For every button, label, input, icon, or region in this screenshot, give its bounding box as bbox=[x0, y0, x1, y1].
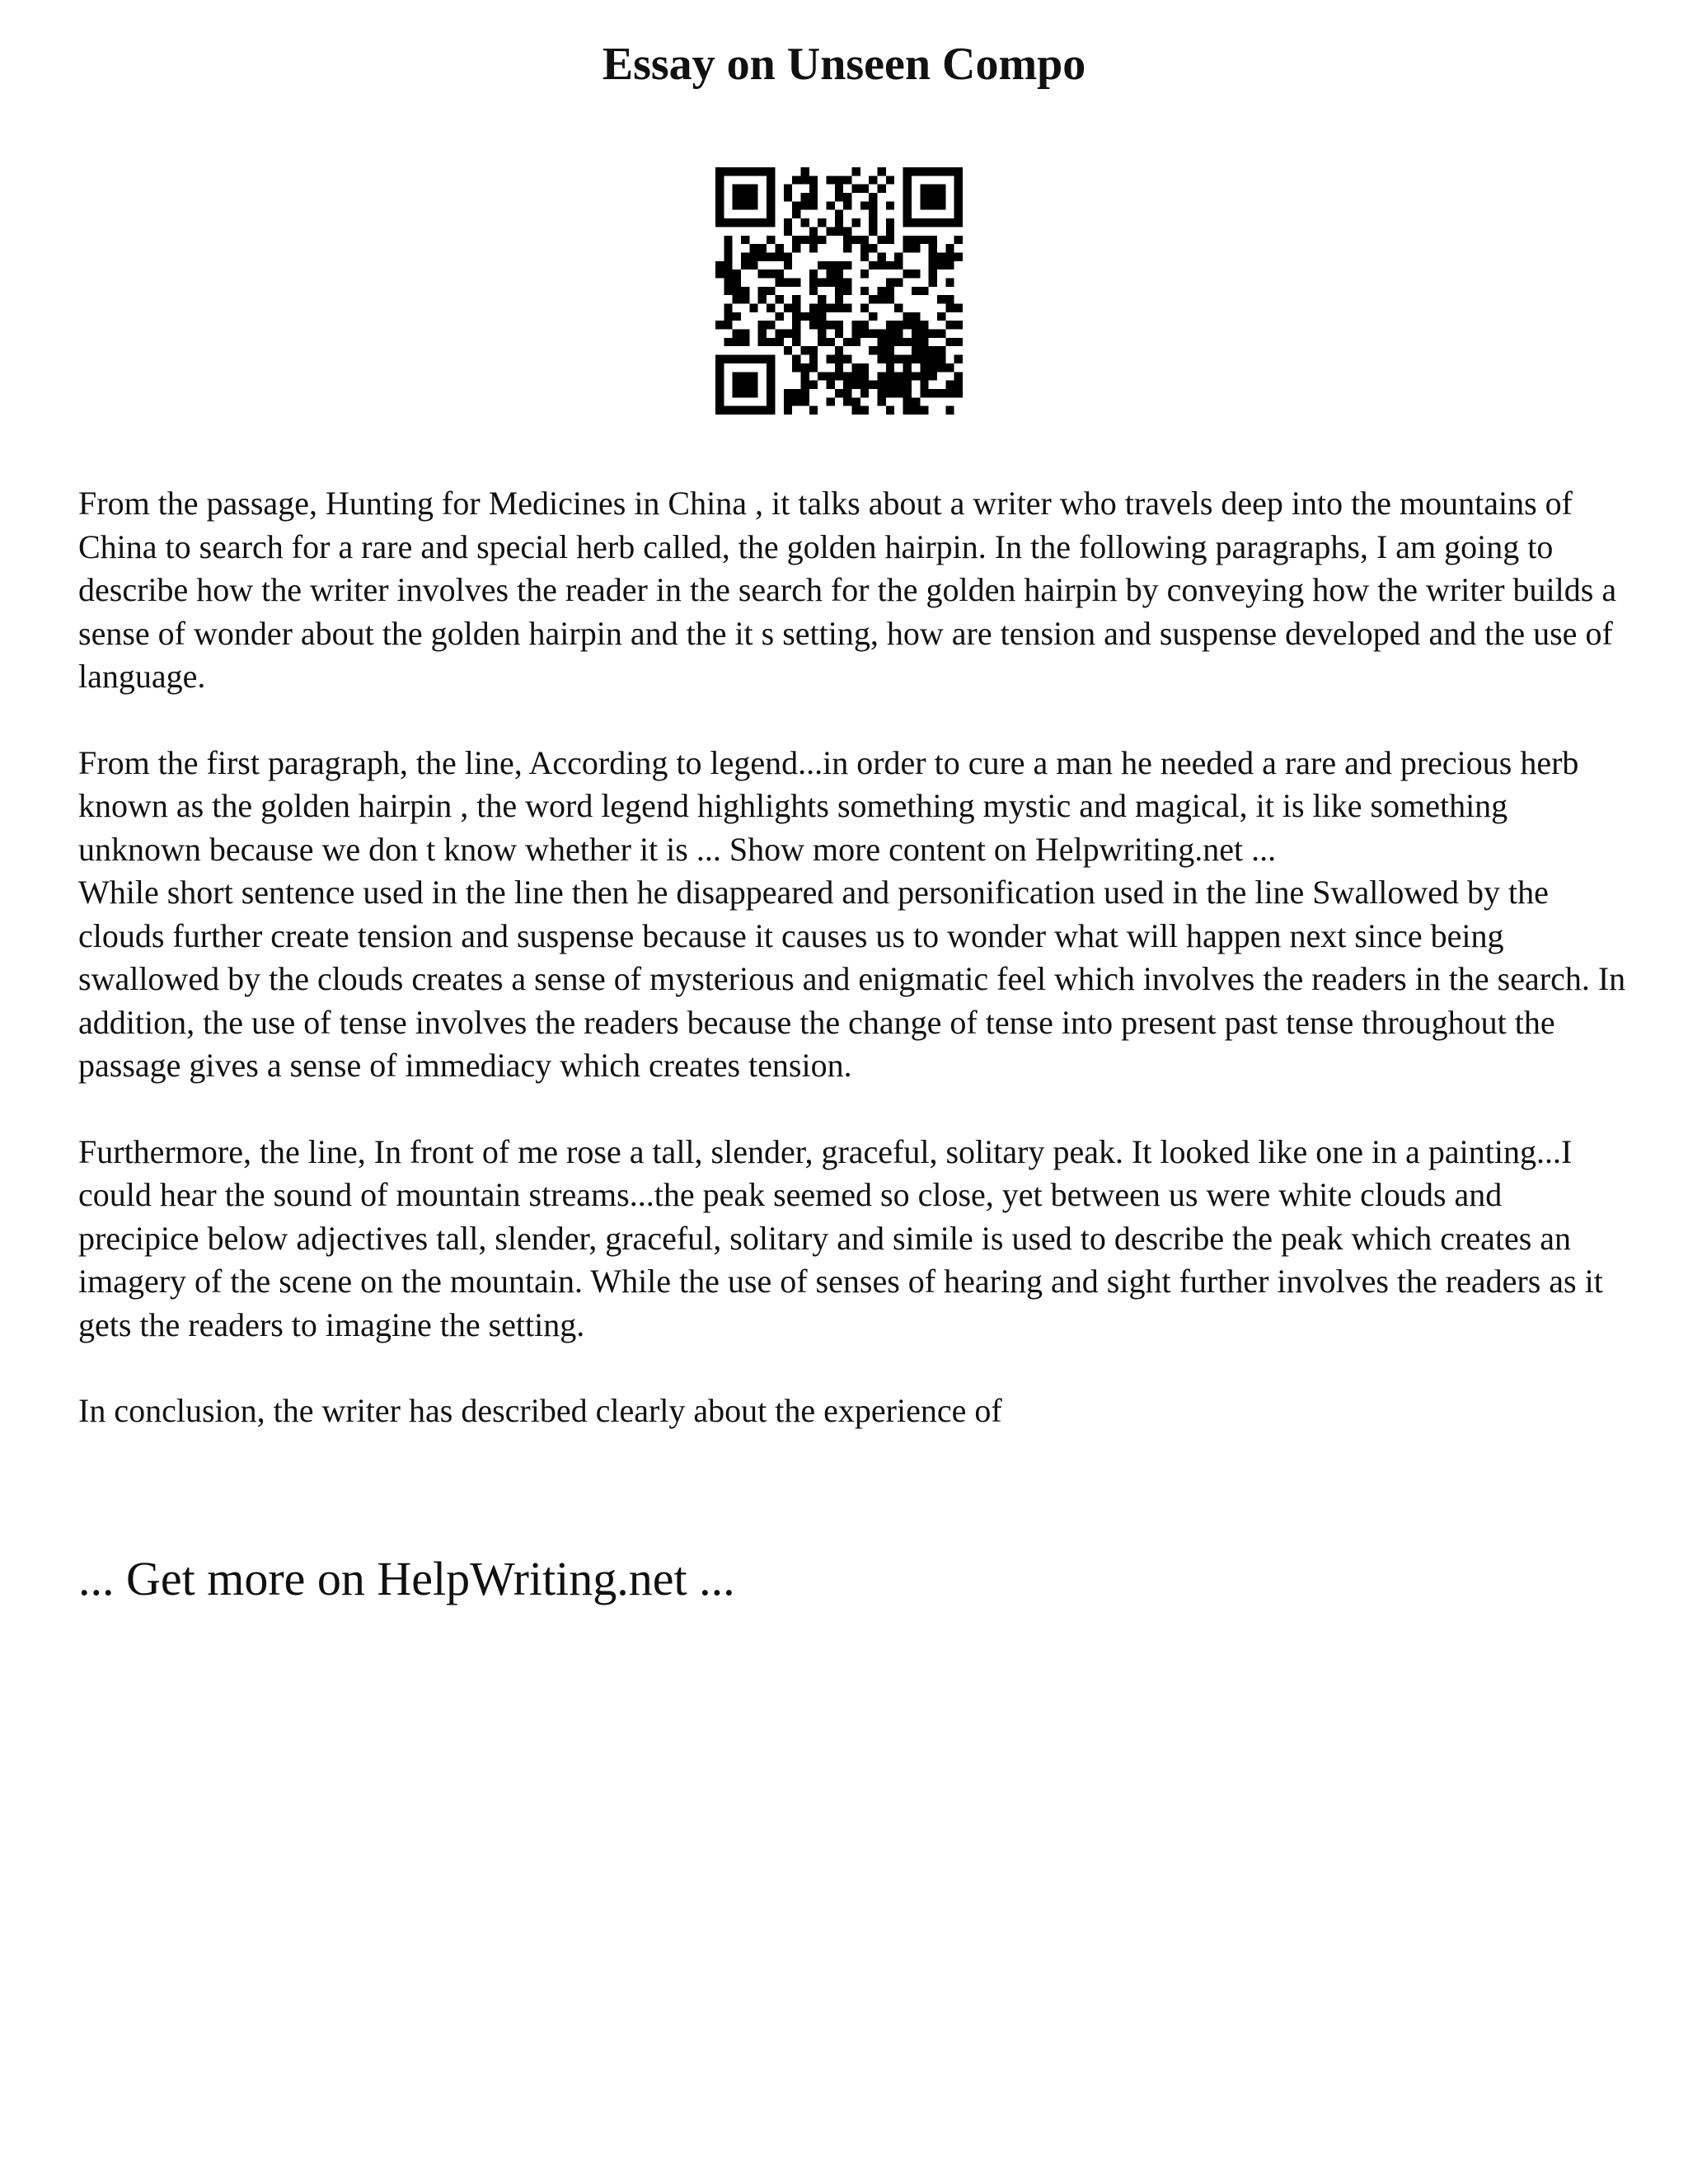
qr-code-icon bbox=[715, 167, 963, 415]
paragraph-legend: From the first paragraph, the line, According to legend...in order to cure a man he needed a rare and precious herb known as the golden hairpin , the word legend highlights something mystic and magical, it is like something unknown because we don t know whether it is ... Show more content on Helpwriting.net ... bbox=[78, 743, 1579, 868]
document-title: Essay on Unseen Compo bbox=[602, 39, 1086, 90]
paragraph-imagery: Furthermore, the line, In front of me rose a tall, slender, graceful, solitary peak. It looked like one in a painting...I could hear the sound of mountain streams...the peak seemed so close, yet between us were white clouds and precipice below adjectives tall, slender, graceful, solitary and simile is used to describe the peak which creates an imagery of the scene on the mountain. While the use of senses of hearing and sight further involves the readers as it gets the readers to imagine the setting. bbox=[78, 1132, 1603, 1343]
get-more-link[interactable]: ... Get more on HelpWriting.net ... bbox=[78, 1552, 735, 1605]
paragraph-tension: While short sentence used in the line then he disappeared and personification used in the line Swallowed by the clouds further create tension and suspense because it causes us to wonder what will happen next since being swallowed by the clouds creates a sense of mysterious and enigmatic feel which involves the readers in the search. In addition, the use of tense involves the readers because the change of tense into present past tense throughout the passage gives a sense of immediacy which creates tension. bbox=[78, 874, 1626, 1084]
essay-body bbox=[78, 482, 1628, 1433]
paragraph-conclusion: In conclusion, the writer has described clearly about the experience of bbox=[78, 1392, 1002, 1429]
paragraph-intro: From the passage, Hunting for Medicines in China , it talks about a writer who travels deep into the mountains of China to search for a rare and special herb called, the golden hairpin. In the following paragraphs, I am going to describe how the writer involves the reader in the search for the golden hairpin by conveying how the writer builds a sense of wonder about the golden hairpin and the it s setting, how are tension and suspense developed and the use of language. bbox=[78, 485, 1617, 695]
